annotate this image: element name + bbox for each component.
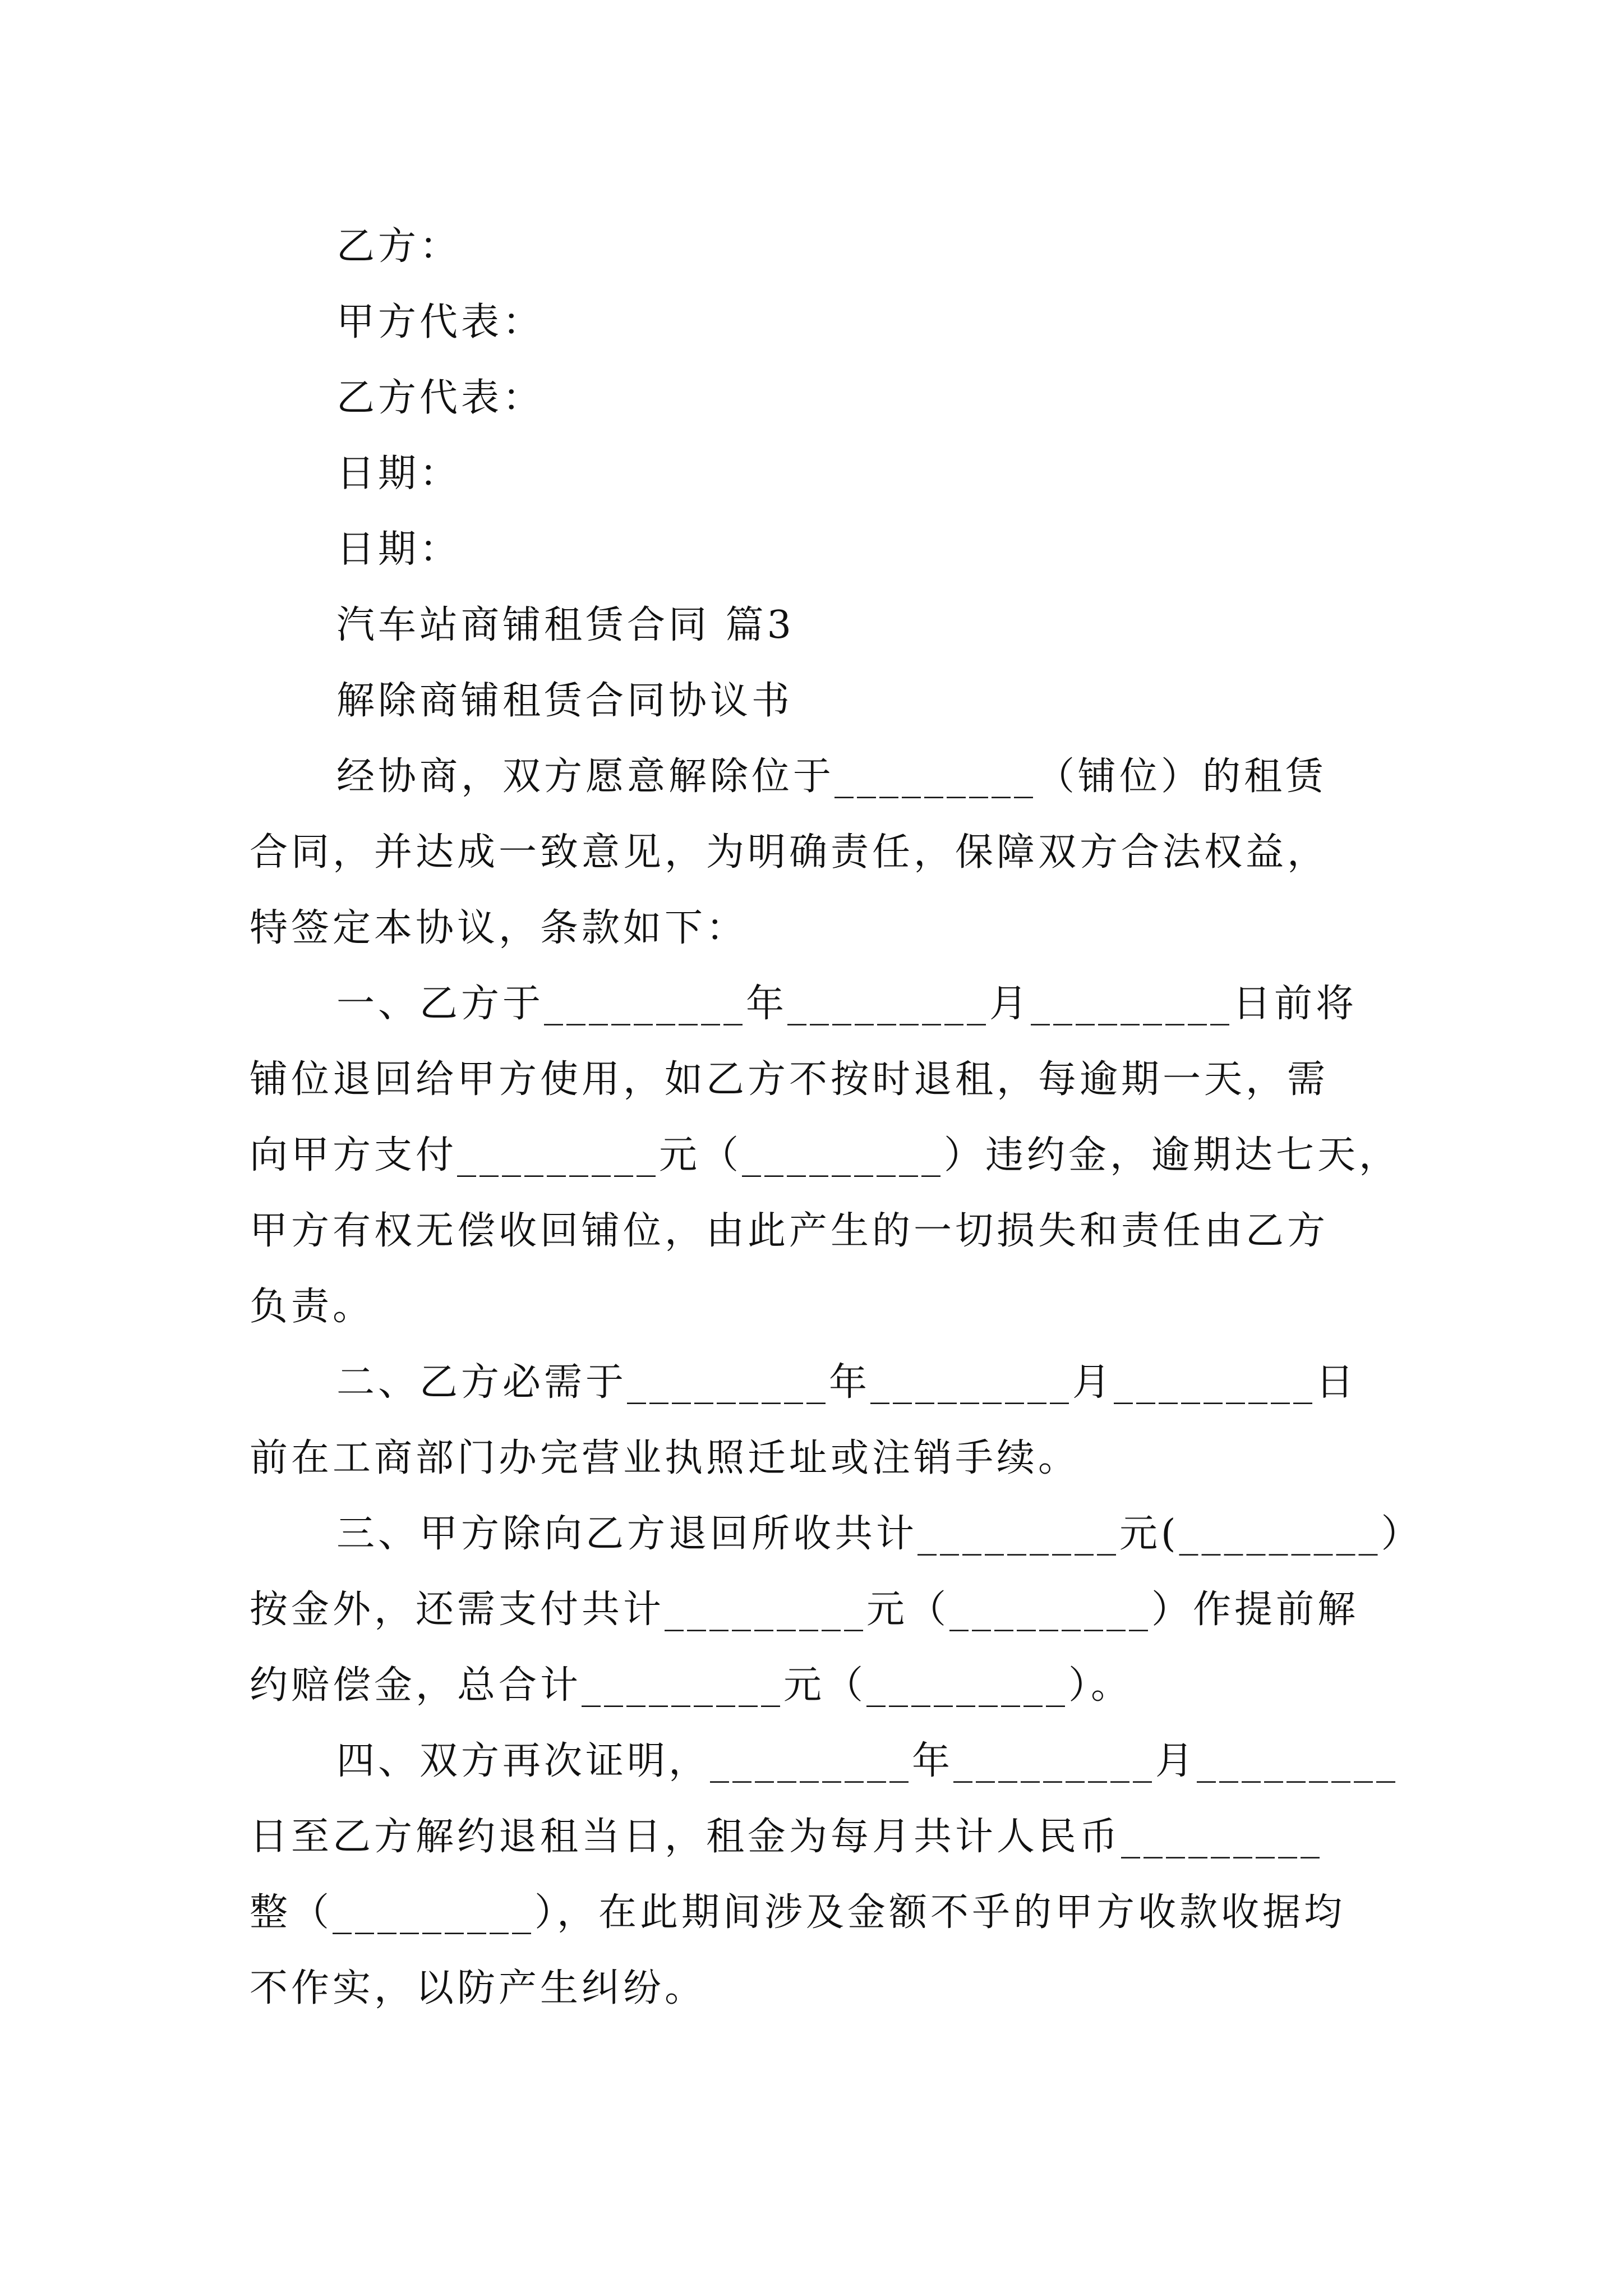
date-label: 日期： [336,527,462,572]
document-title: 解除商铺租赁合同协议书 [336,679,794,723]
party-b-label: 乙方： [336,224,462,269]
clause-1-line: 一、乙方于_________年_________月_________日前将 [336,982,1358,1026]
intro-line: 合同，并达成一致意见，为明确责任，保障双方合法权益， [250,830,1329,875]
clause-1-line: 铺位退回给甲方使用，如乙方不按时退租，每逾期一天，需 [250,1057,1329,1102]
clause-4-line: 日至乙方解约退租当日，租金为每月共计人民币_________ [250,1815,1324,1859]
clause-1-line: 甲方有权无偿收回铺位，由此产生的一切损失和责任由乙方 [250,1209,1329,1253]
clause-4-line: 四、双方再次证明，_________年_________月_________ [336,1739,1399,1783]
clause-1-line: 负责。 [250,1285,375,1329]
clause-2-line: 前在工商部门办完营业执照迁址或注销手续。 [250,1436,1080,1480]
clause-3-line: 三、甲方除向乙方退回所收共计_________元(_________） [336,1512,1423,1556]
clause-4-line: 不作实，以防产生纠纷。 [250,1966,707,2010]
clause-4-line: 整（_________），在此期间涉及金额不乎的甲方收款收据均 [250,1890,1346,1935]
intro-line: 经协商，双方愿意解除位于_________（铺位）的租赁 [336,754,1327,799]
clause-3-line: 按金外，还需支付共计_________元（_________）作提前解 [250,1588,1359,1632]
clause-2-line: 二、乙方必需于_________年_________月_________日 [336,1360,1358,1405]
date-label: 日期： [336,452,462,496]
party-a-rep-label: 甲方代表： [336,300,545,344]
intro-line: 特签定本协议，条款如下： [250,906,748,950]
clause-3-line: 约赔偿金，总合计_________元（_________）。 [250,1663,1133,1708]
party-b-rep-label: 乙方代表： [336,376,545,420]
clause-1-line: 向甲方支付_________元（_________）违约金，逾期达七天， [250,1133,1401,1177]
section-heading: 汽车站商铺租赁合同 篇3 [336,603,795,647]
